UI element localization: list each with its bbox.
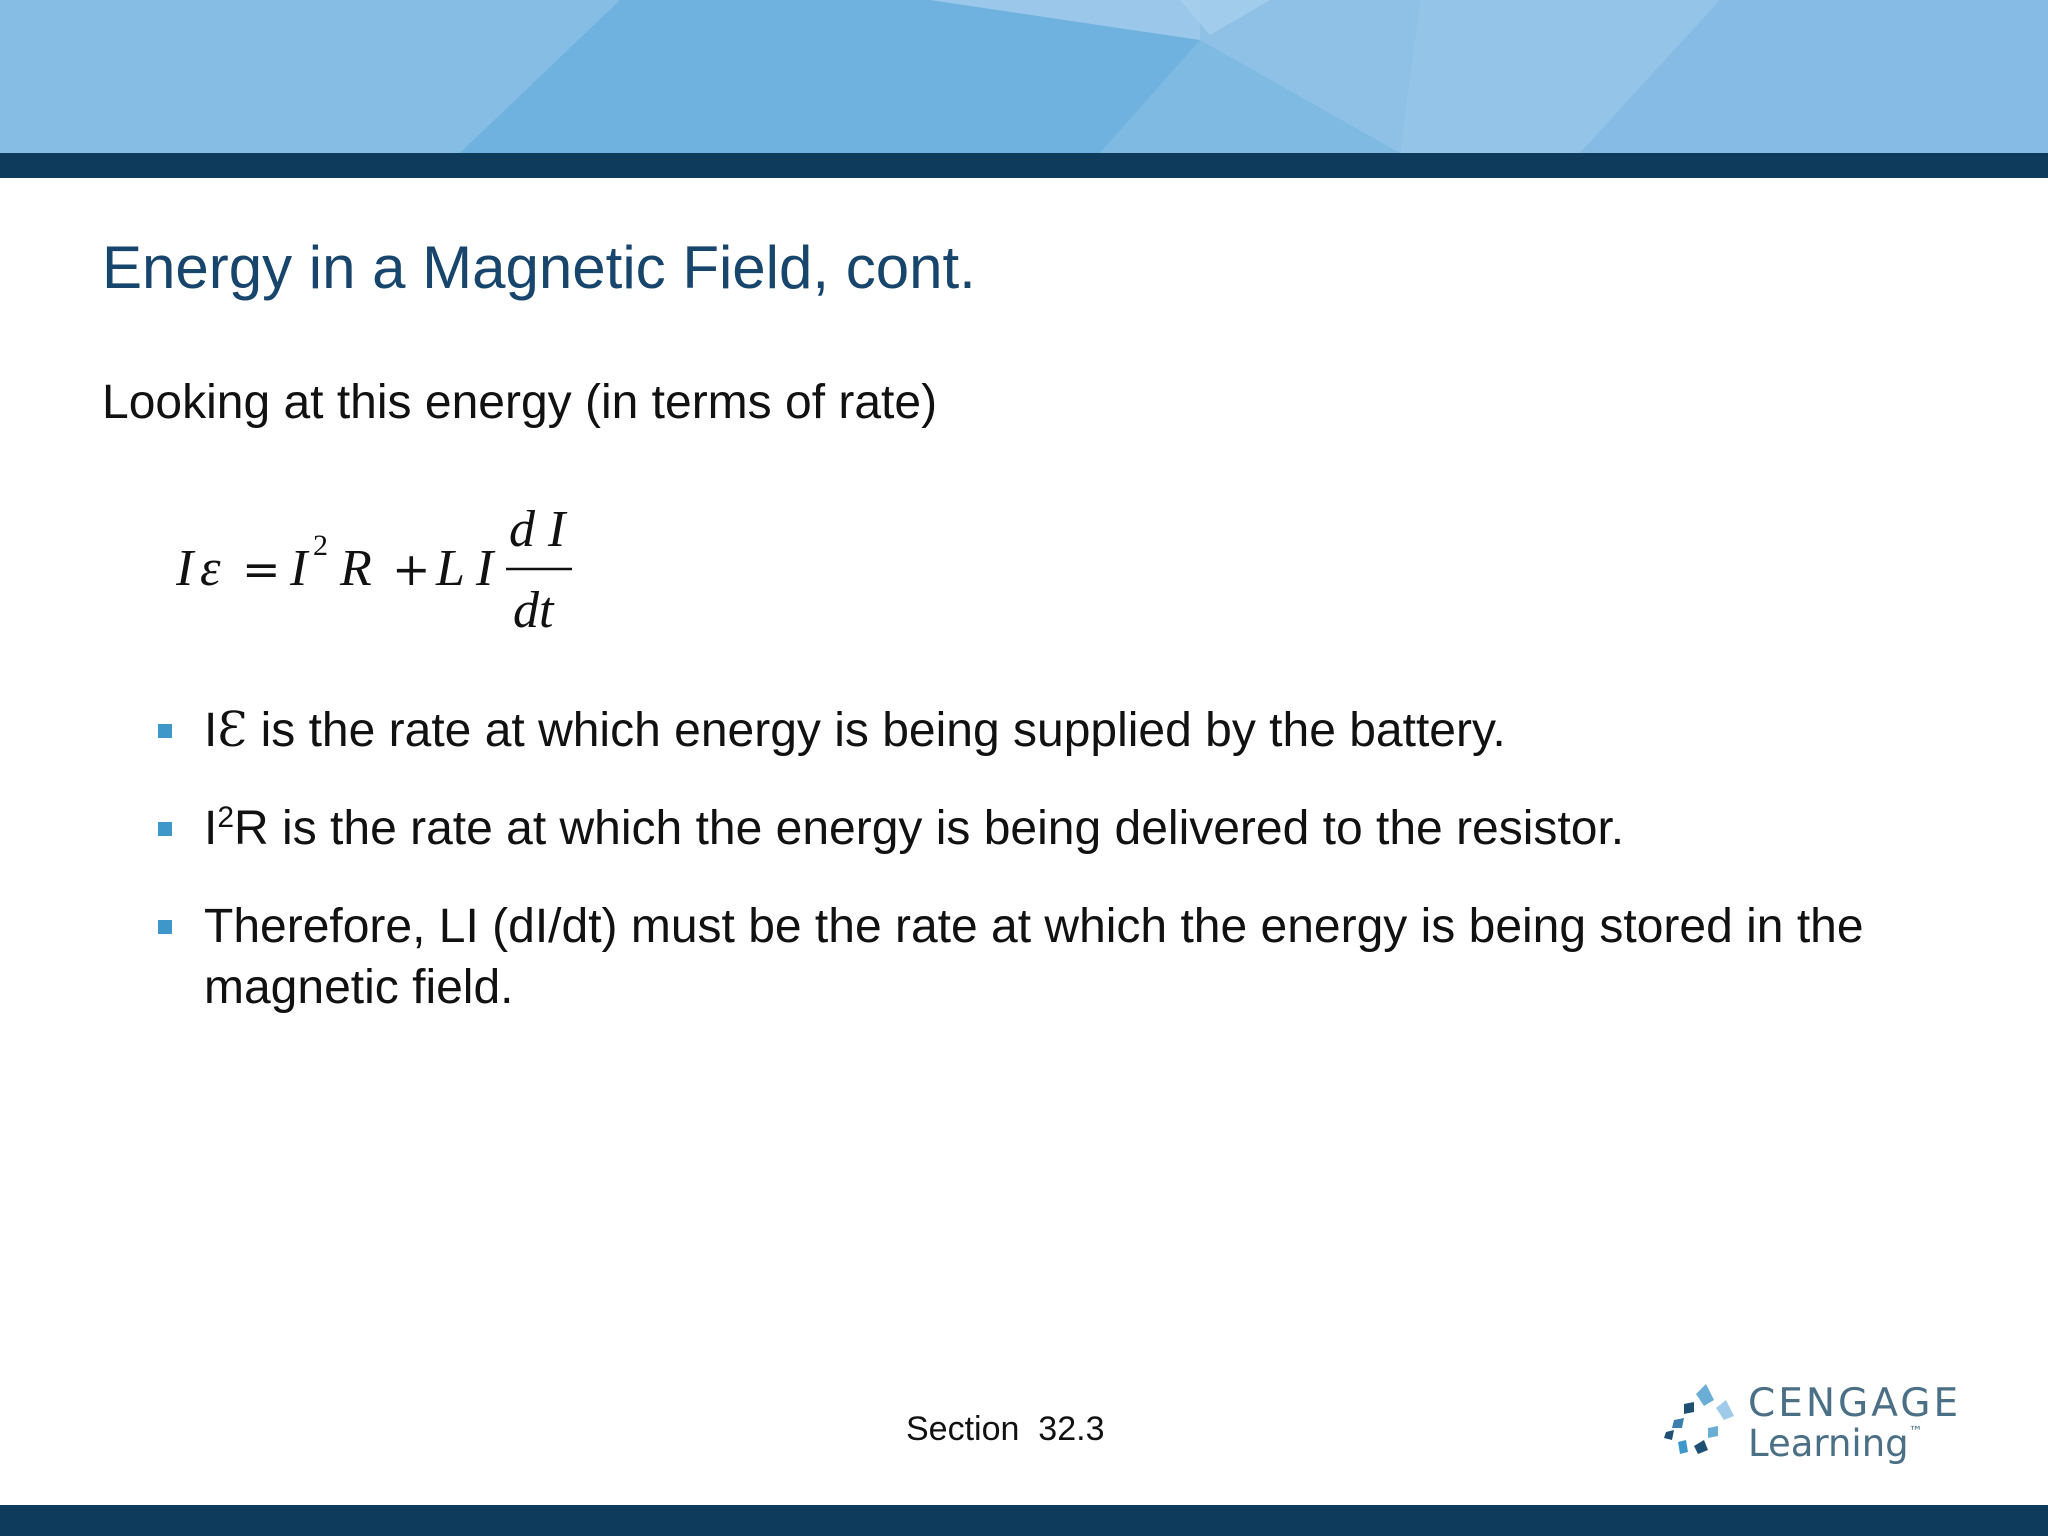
cengage-swirl-icon <box>1664 1380 1744 1470</box>
bullet-resistor-rate <box>156 798 1956 859</box>
bullet-text: Therefore, LI (dI/dt) must be the rate at which the energy is being stored in the magnetic field. <box>204 900 1864 1014</box>
eq-lhs-emf: ε <box>200 540 221 597</box>
bullet-list <box>156 700 1956 1055</box>
square-bullet-icon <box>158 724 172 738</box>
logo-subword <box>1748 1422 1923 1465</box>
eq-plus: + <box>392 542 431 596</box>
bullet-text: R is the rate at which the energy is being delivered to the resistor. <box>234 802 1625 855</box>
bullet-prefix: I <box>204 704 218 757</box>
slide-title: Energy in a Magnetic Field, cont. <box>102 234 976 301</box>
header-rule <box>0 153 2048 178</box>
eq-term2-inductance: L <box>436 540 465 597</box>
square-bullet-icon <box>158 822 172 836</box>
rate-equation <box>176 496 596 646</box>
eq-term1-exponent: 2 <box>313 529 328 562</box>
emf-symbol: Ɛ <box>217 702 248 758</box>
bullet-battery-rate <box>156 700 1956 761</box>
cengage-logo <box>1664 1380 1964 1470</box>
logo-subword-text: Learning <box>1748 1422 1909 1465</box>
header-banner <box>0 0 2048 153</box>
eq-derivative-denominator: dt <box>513 582 554 639</box>
bullet-magnetic-storage <box>156 896 1956 1018</box>
eq-derivative-numerator: d I <box>509 501 566 558</box>
eq-term2-current: I <box>476 540 494 597</box>
intro-text: Looking at this energy (in terms of rate) <box>102 376 938 429</box>
eq-term1-resistance: R <box>340 540 372 597</box>
eq-lhs-current: I <box>176 540 194 597</box>
bullet-prefix: I <box>204 802 218 855</box>
bullet-text: is the rate at which energy is being supplied by the battery. <box>247 704 1506 757</box>
logo-wordmark: CENGAGE <box>1748 1381 1962 1426</box>
footer-rule <box>0 1505 2048 1536</box>
banner-pattern <box>0 0 2048 153</box>
section-label: Section 32.3 <box>906 1410 1105 1448</box>
square-bullet-icon <box>158 920 172 934</box>
eq-equals: = <box>242 542 281 596</box>
eq-term1-current: I <box>290 540 308 597</box>
bullet-superscript: 2 <box>217 801 235 834</box>
trademark-symbol: ™ <box>1908 1424 1923 1440</box>
